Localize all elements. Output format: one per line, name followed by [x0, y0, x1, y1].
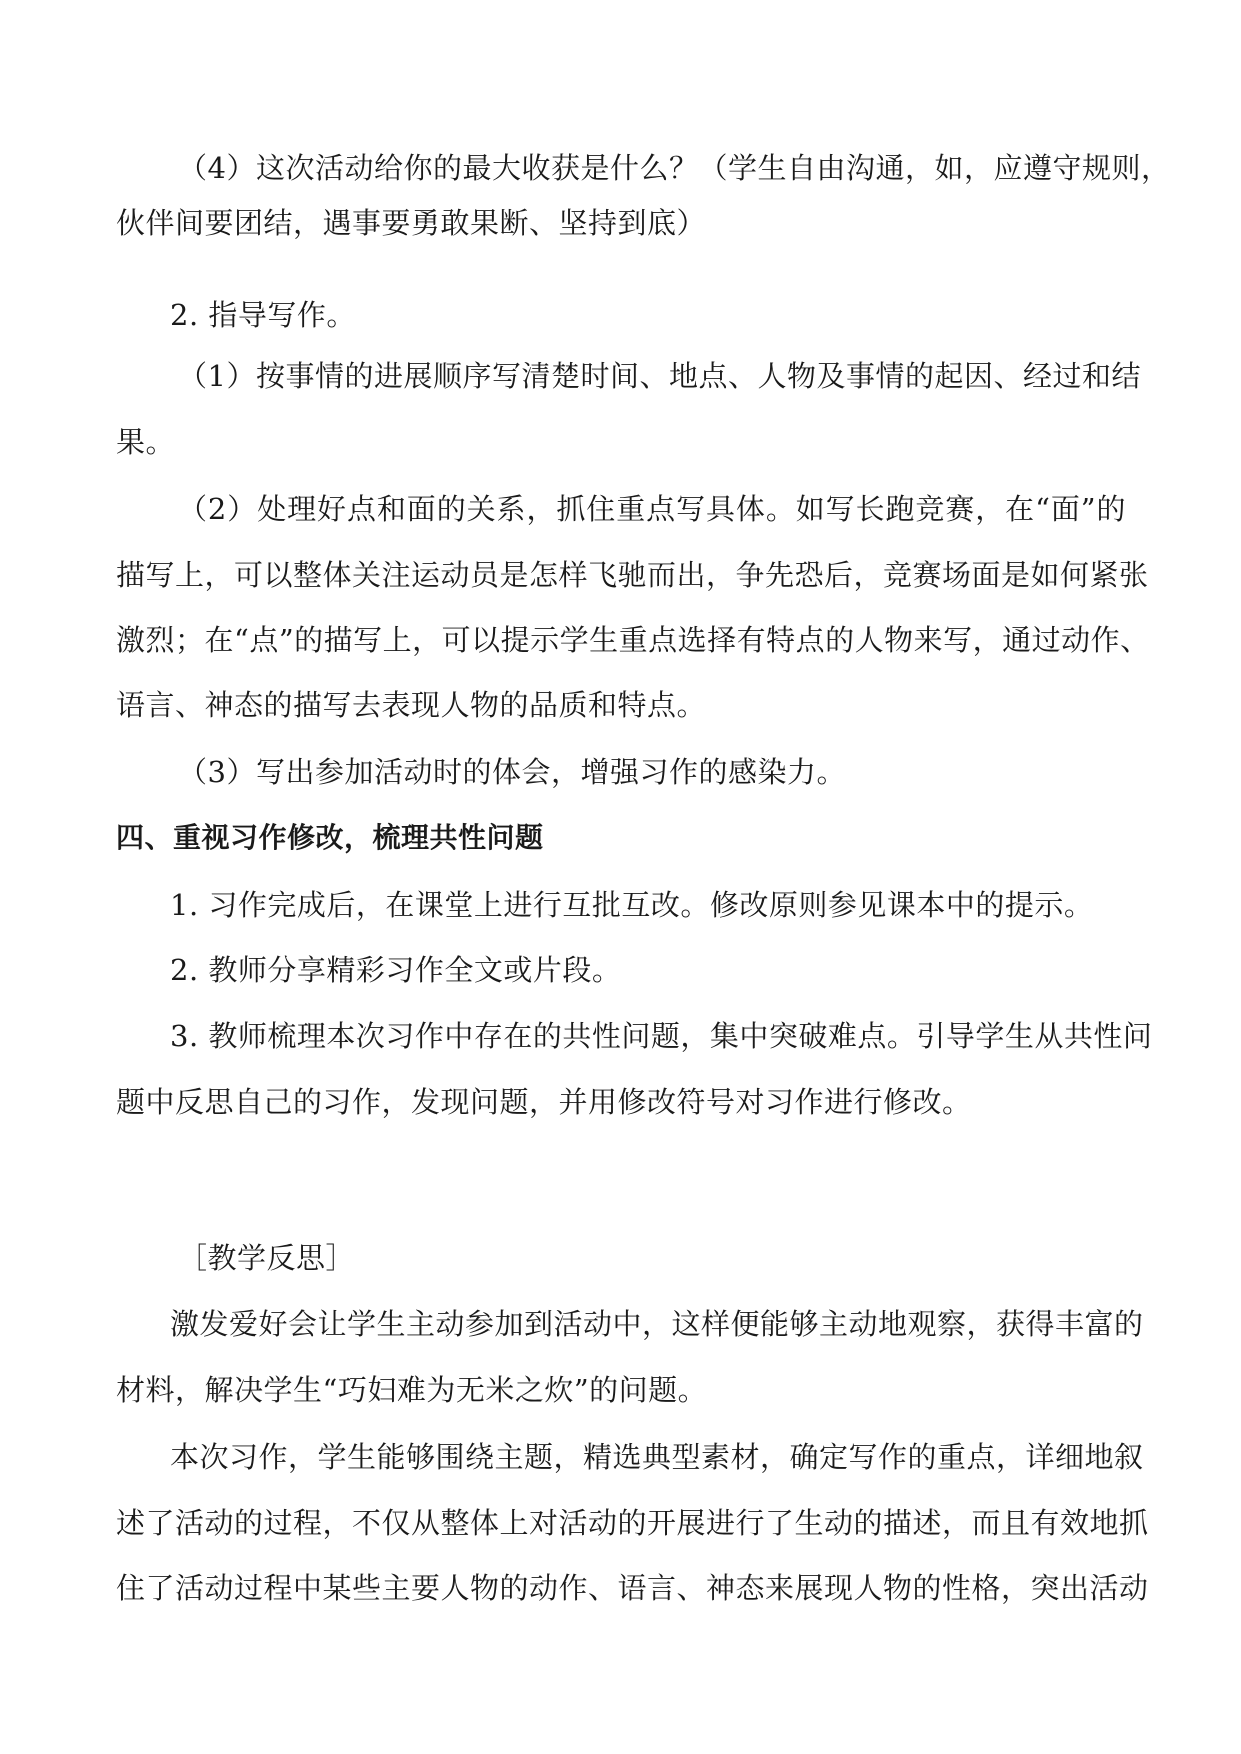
paragraph-2-line-3: 激烈；在“点”的描写上，可以提示学生重点选择有特点的人物来写，通过动作、 [116, 623, 1150, 657]
paragraph-4-line-1: （4）这次活动给你的最大收获是什么？（学生自由沟通，如，应遵守规则， [178, 151, 1171, 185]
step-2: 2. 教师分享精彩习作全文或片段。 [170, 953, 622, 987]
paragraph-2-line-2: 描写上，可以整体关注运动员是怎样飞驰而出，争先恐后，竞赛场面是如何紧张 [116, 558, 1149, 592]
paragraph-1-line-1: （1）按事情的进展顺序写清楚时间、地点、人物及事情的起因、经过和结 [178, 359, 1141, 393]
step-3-line-2: 题中反思自己的习作，发现问题，并用修改符号对习作进行修改。 [116, 1085, 972, 1119]
paragraph-4-line-2: 伙伴间要团结，遇事要勇敢果断、坚持到底） [116, 206, 707, 240]
step-3-line-1: 3. 教师梳理本次习作中存在的共性问题，集中突破难点。引导学生从共性问 [170, 1019, 1153, 1053]
reflection-paragraph-2-line-2: 述了活动的过程，不仅从整体上对活动的开展进行了生动的描述，而且有效地抓 [116, 1506, 1149, 1540]
paragraph-3: （3）写出参加活动时的体会，增强习作的感染力。 [178, 755, 846, 789]
reflection-paragraph-2-line-1: 本次习作，学生能够围绕主题，精选典型素材，确定写作的重点，详细地叙 [170, 1440, 1144, 1474]
reflection-paragraph-1-line-2: 材料，解决学生“巧妇难为无米之炊”的问题。 [116, 1373, 708, 1407]
guide-writing-title: 2. 指导写作。 [170, 298, 356, 332]
reflection-paragraph-1-line-1: 激发爱好会让学生主动参加到活动中，这样便能够主动地观察，获得丰富的 [170, 1307, 1144, 1341]
section-four-heading: 四、重视习作修改，梳理共性问题 [116, 821, 544, 854]
paragraph-2-line-4: 语言、神态的描写去表现人物的品质和特点。 [116, 688, 707, 722]
step-1: 1. 习作完成后，在课堂上进行互批互改。修改原则参见课本中的提示。 [170, 888, 1094, 922]
paragraph-1-line-2: 果。 [116, 425, 176, 459]
teaching-reflection-title: ［教学反思］ [178, 1241, 356, 1275]
reflection-paragraph-2-line-3: 住了活动过程中某些主要人物的动作、语言、神态来展现人物的性格，突出活动 [116, 1571, 1149, 1605]
paragraph-2-line-1: （2）处理好点和面的关系，抓住重点写具体。如写长跑竞赛，在“面”的 [178, 492, 1126, 526]
